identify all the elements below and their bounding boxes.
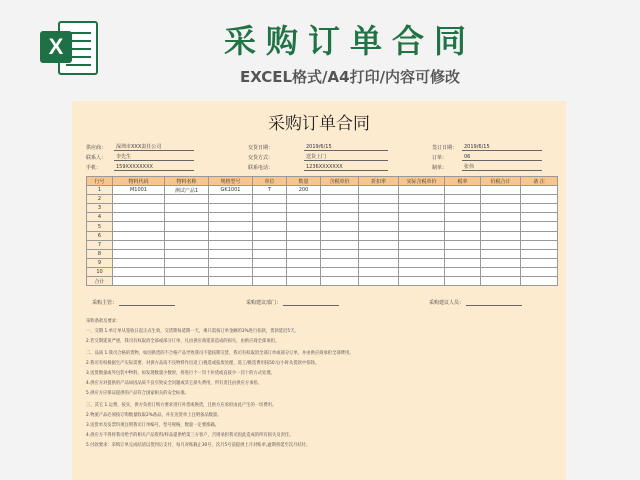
terms-line: 2.物流产品必须按订购数量收取2%备品，并在送货单上注明备品数量。 [86,413,222,418]
row-number-cell: 8 [87,249,113,258]
table-cell[interactable] [399,204,445,213]
column-header: 单位 [253,177,287,186]
purchasing-manager-sign[interactable] [92,299,175,306]
table-cell[interactable] [253,277,287,286]
table-cell[interactable] [481,204,521,213]
table-cell[interactable] [359,204,399,213]
field-value[interactable]: 送货上门 [304,153,388,161]
table-cell[interactable] [113,231,165,240]
table-row [87,186,558,195]
row-number-cell: 9 [87,258,113,267]
sign-line[interactable] [283,300,339,306]
table-cell[interactable] [399,267,445,276]
field-label: 签订日期： [432,145,458,151]
column-header: 物料代码 [113,177,165,186]
table-row [87,222,558,231]
table-cell[interactable] [113,267,165,276]
excel-badge: X [40,31,72,63]
terms-line: 一、交期 1.单订单从签收日起正式生效，交货期每延期一天，乘只需按订单金额的3%进行扣款，货款延迟5天。 [86,329,299,334]
table-cell[interactable] [209,195,253,204]
table-row [87,267,558,276]
terms-heading: 采购条款及要求： [86,319,121,324]
table-cell[interactable] [253,204,287,213]
table-cell[interactable] [165,222,209,231]
table-cell[interactable] [359,258,399,267]
table-cell[interactable] [209,231,253,240]
column-header: 物料名称 [165,177,209,186]
table-cell[interactable] [209,240,253,249]
field-value[interactable]: 2019/6/15 [462,143,542,151]
table-cell[interactable] [521,231,558,240]
table-cell[interactable] [481,222,521,231]
table-cell[interactable] [253,195,287,204]
table-cell[interactable] [359,213,399,222]
column-header: 折扣率 [359,177,399,186]
row-number-cell: 1 [87,186,113,195]
table-cell[interactable] [209,249,253,258]
table-cell[interactable] [481,240,521,249]
table-cell[interactable] [521,249,558,258]
table-cell[interactable] [445,267,481,276]
banner-subtitle: EXCEL格式/A4打印/内容可修改 [239,68,461,86]
terms-line: 5.供应方应保证提供的产品符合国家相关的安全标准。 [86,391,189,396]
banner-title: 采购订单合同 [223,22,476,60]
table-cell[interactable] [521,186,558,195]
table-cell[interactable] [287,213,321,222]
field-label: 交货日期： [248,145,274,151]
table-cell[interactable] [445,240,481,249]
table-row [87,204,558,213]
table-cell[interactable] [113,258,165,267]
terms-line: 4.供应方对提供的产品如因品质不良引致安全问题或其它损失费用，所有责任由供应方承担。 [86,381,262,386]
table-row [87,213,558,222]
table-cell[interactable] [445,249,481,258]
table-cell[interactable] [445,213,481,222]
sign-label: 采购建议部门： [246,300,282,306]
table-cell[interactable] [113,195,165,204]
table-cell[interactable] [321,249,359,258]
table-cell[interactable] [399,213,445,222]
field-label: 订单： [432,155,448,161]
table-cell[interactable] [321,204,359,213]
table-cell[interactable] [165,213,209,222]
table-cell[interactable] [165,231,209,240]
table-cell[interactable] [399,249,445,258]
table-cell[interactable]: GK1001 [209,186,253,195]
table-cell[interactable] [359,195,399,204]
table-cell[interactable] [521,195,558,204]
table-cell[interactable] [321,277,359,286]
table-cell[interactable] [287,222,321,231]
table-cell[interactable] [165,249,209,258]
terms-line: 三、其它 1.运费，按实，供方负担订购方要求进行补货或换货，且供方应承担由此产生的一切费用。 [86,403,277,408]
sign-line[interactable] [466,300,522,306]
table-cell[interactable] [445,222,481,231]
table-cell[interactable] [521,258,558,267]
field-value[interactable]: 159XXXXXXXX [114,163,194,171]
table-cell[interactable] [287,277,321,286]
table-cell[interactable] [287,231,321,240]
field-label: 联系人： [86,155,107,161]
table-cell[interactable] [359,222,399,231]
table-cell[interactable] [209,267,253,276]
table-cell[interactable] [481,258,521,267]
column-header: 实际含税单价 [399,177,445,186]
contract-document [72,101,566,480]
table-cell[interactable]: 200 [287,186,321,195]
table-cell[interactable] [287,204,321,213]
table-cell[interactable] [481,249,521,258]
table-cell[interactable] [165,277,209,286]
table-cell[interactable] [521,267,558,276]
row-number-cell: 3 [87,204,113,213]
row-number-cell: 5 [87,222,113,231]
field-value[interactable]: 深圳市XXX责任公司 [114,143,194,151]
terms-line: 3.送货单及发票均须注明我司订单编号，型号规格，数量一定要准确。 [86,423,220,428]
column-header: 行号 [87,177,113,186]
table-row [87,249,558,258]
row-number-cell: 4 [87,213,113,222]
field-label: 供应商： [86,145,107,151]
table-cell[interactable] [321,195,359,204]
field-value[interactable]: 06 [462,153,542,161]
table-row [87,258,558,267]
field-label: 联系电话： [248,165,274,171]
table-cell[interactable] [113,222,165,231]
table-cell[interactable] [359,186,399,195]
table-cell[interactable] [445,258,481,267]
table-cell[interactable] [165,204,209,213]
table-header [87,177,558,186]
excel-logo-icon [38,18,100,78]
table-cell[interactable] [481,195,521,204]
field-value[interactable]: 张伟 [462,163,542,171]
row-number-cell: 10 [87,267,113,276]
table-cell[interactable] [165,258,209,267]
table-cell[interactable] [521,240,558,249]
banner [0,0,640,98]
table-cell[interactable] [113,213,165,222]
table-cell[interactable] [481,186,521,195]
table-cell[interactable] [253,267,287,276]
table-cell[interactable] [445,195,481,204]
table-cell[interactable] [481,277,521,286]
document-title: 采购订单合同 [268,114,370,134]
table-cell[interactable] [209,213,253,222]
terms-line: 4.供应方不得将我司给予的相关产品资料/样品提供给第三方客户，否则承担我司因此造成的所有损失及责任。 [86,433,294,438]
table-cell[interactable] [253,249,287,258]
table-cell[interactable] [399,231,445,240]
table-body [87,186,558,286]
table-cell[interactable] [321,267,359,276]
table-cell[interactable] [521,204,558,213]
table-cell[interactable] [521,222,558,231]
table-cell[interactable] [253,222,287,231]
table-cell[interactable] [359,240,399,249]
table-cell[interactable] [399,277,445,286]
table-cell[interactable] [359,267,399,276]
table-cell[interactable] [165,267,209,276]
table-cell[interactable] [359,231,399,240]
table-cell[interactable] [287,258,321,267]
table-cell[interactable]: 测试产品1 [165,186,209,195]
table-cell[interactable] [287,240,321,249]
table-cell[interactable] [445,204,481,213]
requesting-dept-sign[interactable] [246,299,339,306]
table-cell[interactable] [399,222,445,231]
terms-line: 3.送货数量或外包装中物料，如发现数量少数时，将进行个一罚十补货或直接少一罚十的方式处理。 [86,371,275,376]
table-cell[interactable] [321,186,359,195]
table-cell[interactable] [445,277,481,286]
table-cell[interactable] [253,213,287,222]
table-cell[interactable] [321,240,359,249]
table-cell[interactable] [209,222,253,231]
table-cell[interactable] [481,267,521,276]
table-cell[interactable] [359,249,399,258]
table-cell[interactable] [209,277,253,286]
table-cell[interactable] [209,204,253,213]
column-header: 数量 [287,177,321,186]
table-cell[interactable] [287,195,321,204]
table-cell[interactable] [481,213,521,222]
row-number-cell: 合计 [87,277,113,286]
table-cell[interactable] [113,240,165,249]
sign-label: 采购建议人员： [429,300,465,306]
table-cell[interactable] [287,267,321,276]
table-cell[interactable] [481,231,521,240]
table-cell[interactable] [445,231,481,240]
table-row [87,240,558,249]
table-cell[interactable] [445,186,481,195]
table-cell[interactable] [253,240,287,249]
field-label: 交货方式： [248,155,274,161]
table-cell[interactable] [253,258,287,267]
table-row [87,231,558,240]
table-cell[interactable]: M1001 [113,186,165,195]
row-number-cell: 7 [87,240,113,249]
table-cell[interactable] [321,222,359,231]
table-cell[interactable] [321,258,359,267]
table-cell[interactable] [359,277,399,286]
table-cell[interactable] [209,258,253,267]
column-header: 税率 [445,177,481,186]
column-header: 价税合计 [481,177,521,186]
order-table [86,176,558,286]
table-cell[interactable] [521,277,558,286]
field-value[interactable]: 1236XXXXXXX [304,163,388,171]
table-cell[interactable]: T [253,186,287,195]
field-value[interactable]: 2019/6/15 [304,143,388,151]
sign-line[interactable] [119,300,175,306]
table-cell[interactable] [399,258,445,267]
table-cell[interactable] [287,249,321,258]
row-number-cell: 6 [87,231,113,240]
table-cell[interactable] [253,231,287,240]
table-cell[interactable] [113,204,165,213]
terms-line: 5.付款要求：采购订单完成结清以货到后支付，每月对账截止30号，次月5号前提供上月对账单,逾期将延至次月结付。 [86,443,311,448]
row-number-cell: 2 [87,195,113,204]
terms-line: 二、品质 1.我司合格的货物，如因供货的不合格产品导致我司不能按期交货，我司有权取消全部订单或部分订单，并由供应商承担全部费用。 [86,351,354,356]
field-value[interactable]: 李先生 [114,153,194,161]
table-row [87,277,558,286]
table-cell[interactable] [521,213,558,222]
column-header: 含税单价 [321,177,359,186]
table-cell[interactable] [399,240,445,249]
terms-line: 2.若交期延误严重，我司有权取消全部或部分订单，凡由供应商延误造成的损失，由供应商全部承担。 [86,339,280,344]
requesting-person-sign[interactable] [429,299,522,306]
table-cell[interactable] [321,213,359,222]
field-label: 制单： [432,165,448,171]
table-cell[interactable] [113,277,165,286]
table-cell[interactable] [113,249,165,258]
table-cell[interactable] [165,195,209,204]
table-cell[interactable] [165,240,209,249]
table-cell[interactable] [399,195,445,204]
field-label: 手机： [86,165,102,171]
terms-line: 2.我司有权根据生产实际需要，对供方品质不良物料作出返工/挑选或报废处理，返工/挑选费用按50元/小时从货款中扣除。 [86,361,320,366]
table-row [87,195,558,204]
sign-label: 采购主管： [92,300,118,306]
table-cell[interactable] [321,231,359,240]
column-header: 规格型号 [209,177,253,186]
table-cell[interactable] [399,186,445,195]
column-header: 备 注 [521,177,558,186]
